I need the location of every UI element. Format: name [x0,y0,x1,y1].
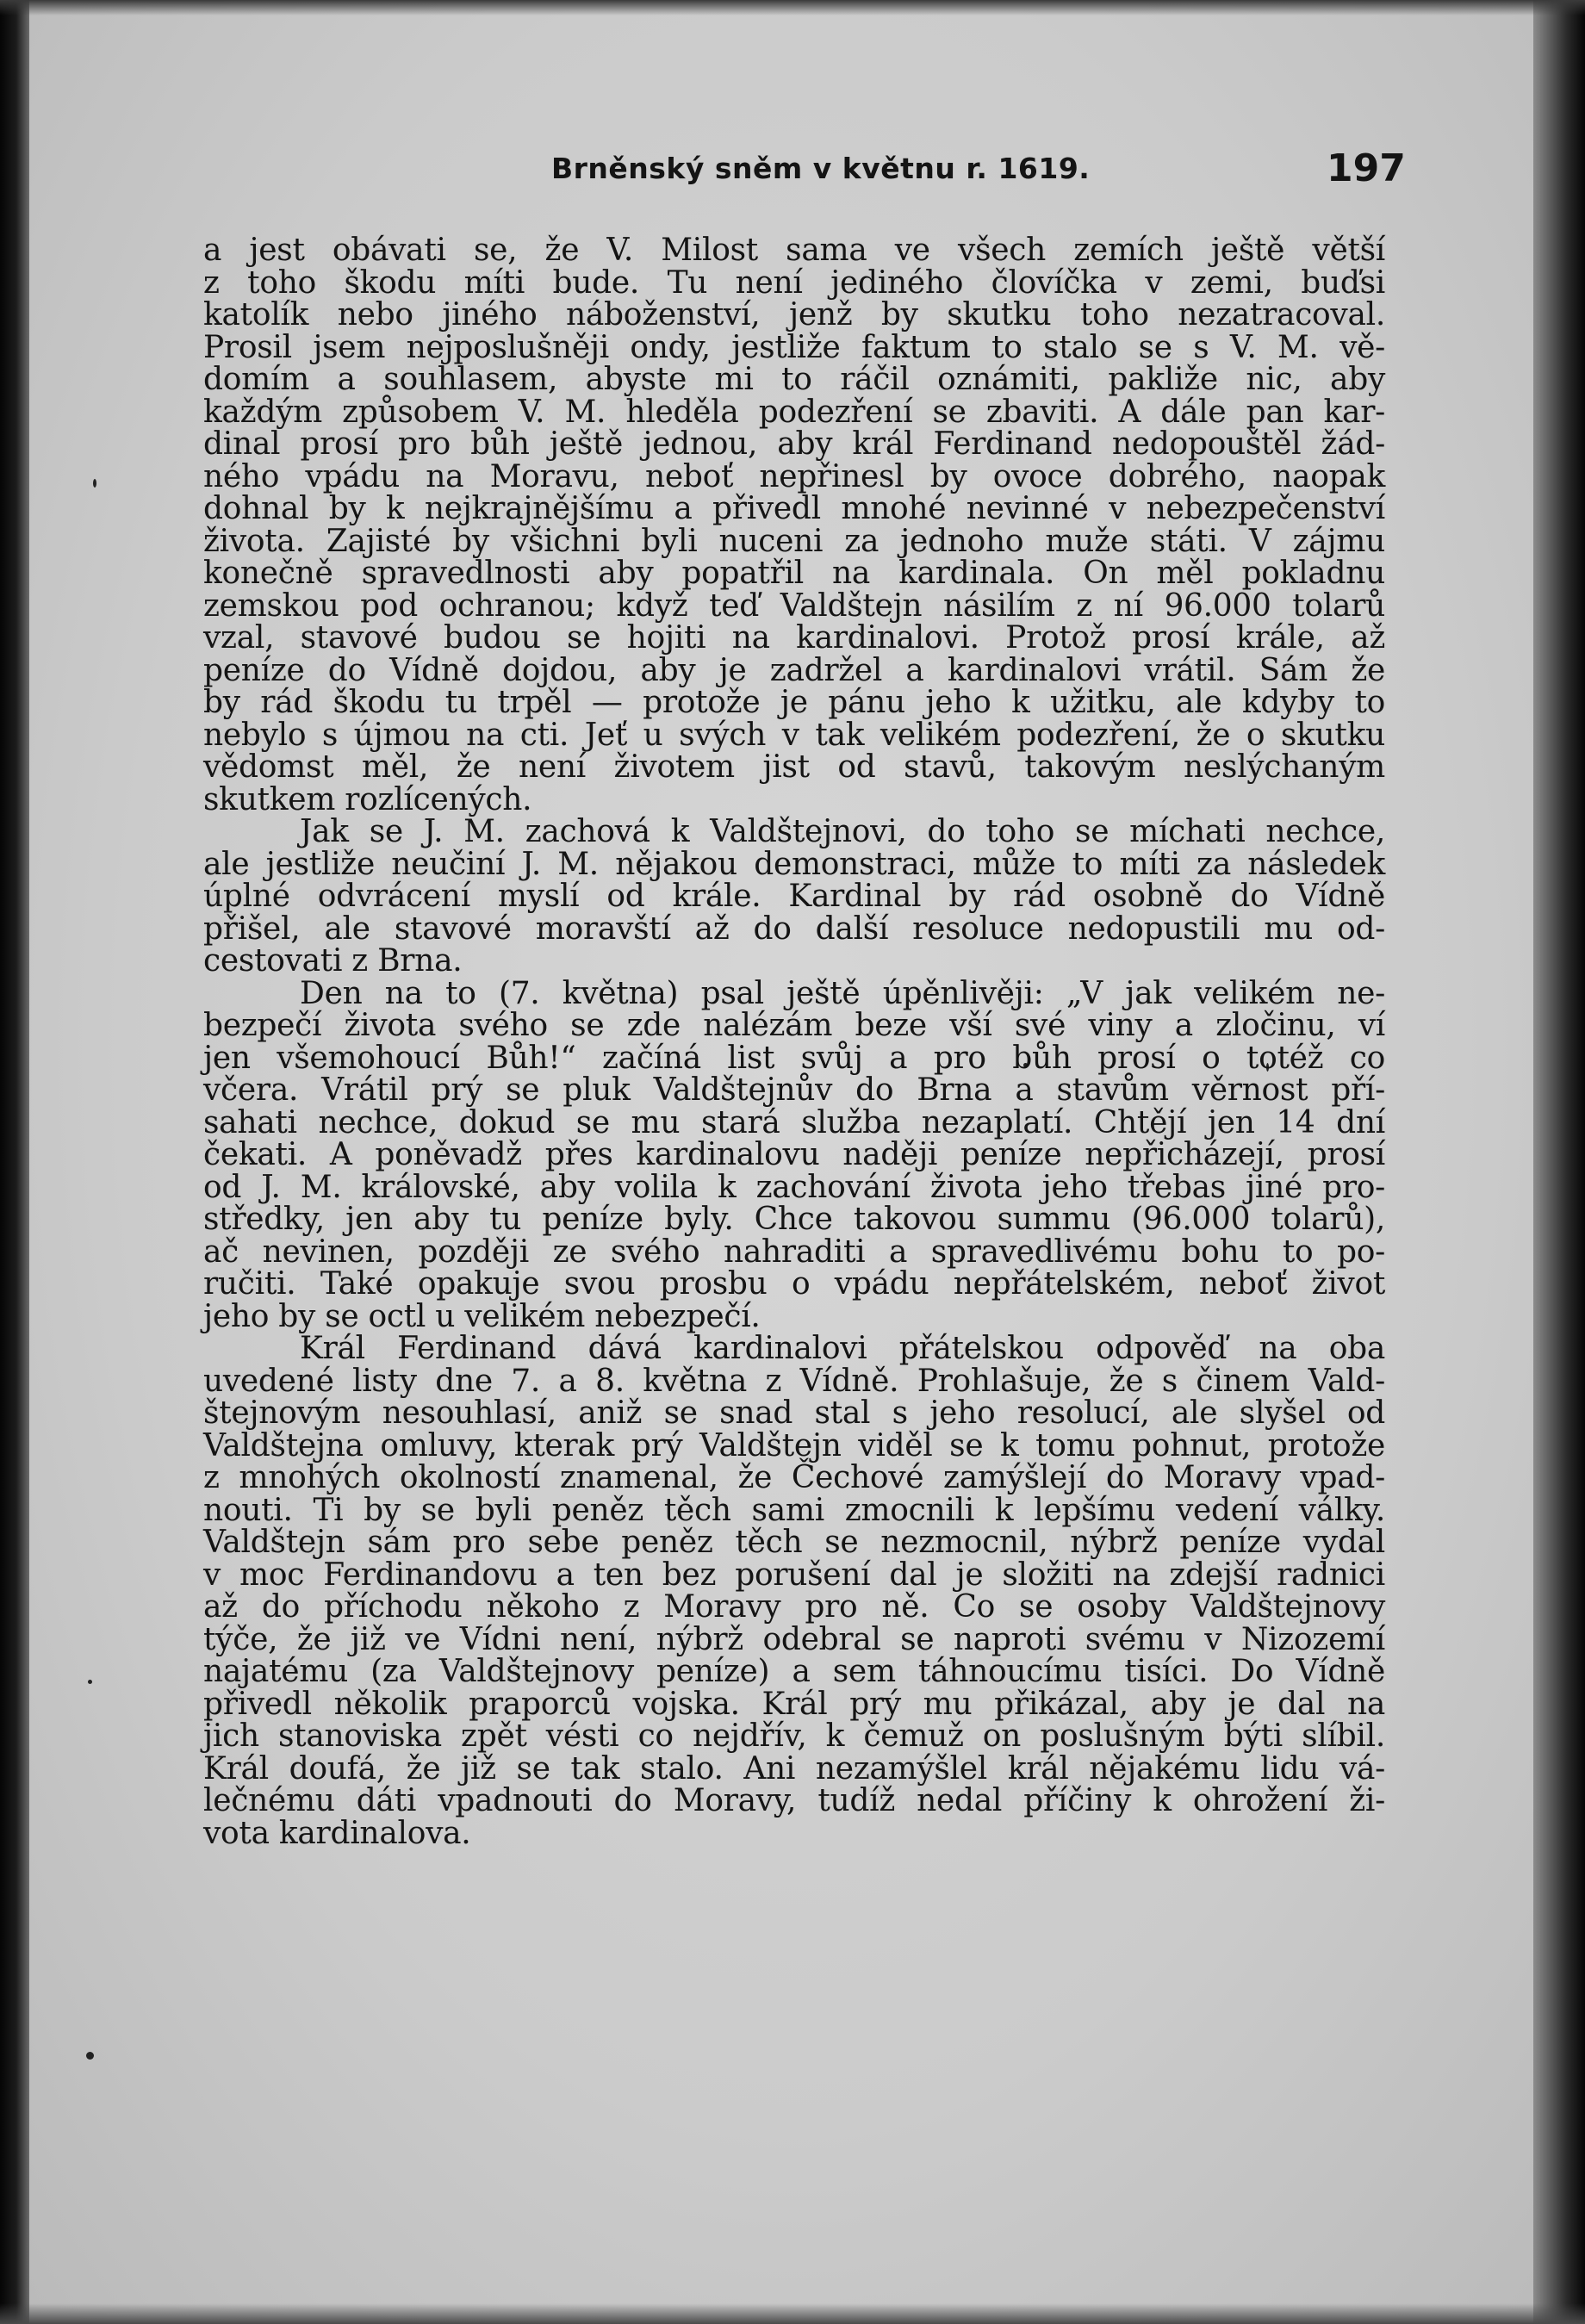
text-line: štejnovým nesouhlasí, aniž se snad stal s jeho resolucí, ale slyšel od [203,1395,1385,1431]
text-line: vědomst měl, že není životem jist od stavů, takovým neslýchaným [203,749,1385,785]
text-line: jich stanoviska zpět vésti co nejdřív, k čemuž on poslušným býti slíbil. [203,1718,1385,1754]
text-line: přivedl několik praporců vojska. Král prý mu přikázal, aby je dal na [203,1686,1385,1722]
text-line: bezpečí života svého se zde nalézám beze vší své viny a zločinu, ví [203,1008,1385,1043]
text-line: dinal prosí pro bůh ještě jednou, aby král Ferdinand nedopouštěl žád- [203,426,1385,462]
text-line: čekati. A poněvadž přes kardinalovu naději peníze nepřicházejí, prosí [203,1137,1385,1172]
text-line: Jak se J. M. zachová k Valdštejnovi, do toho se míchati nechce, [300,814,1385,849]
text-line: a jest obávati se, že V. Milost sama ve všech zemích ještě větší [203,233,1385,268]
text-line: domím a souhlasem, abyste mi to ráčil oznámiti, pakliže nic, aby [203,362,1385,397]
text-line: každým způsobem V. M. hleděla podezření se zbaviti. A dále pan kar- [203,394,1385,430]
text-line: jen všemohoucí Bůh!“ začíná list svůj a pro bůh prosí o totéž co [203,1040,1385,1076]
text-line: až do příchodu někoho z Moravy pro ně. Co se osoby Valdštejnovy [203,1589,1385,1625]
scan-edge-bottom [0,2303,1585,2324]
text-line: nebylo s újmou na cti. Jeť u svých v tak velikém podezření, že o skutku [203,717,1385,753]
print-speck [88,1680,92,1684]
text-line: vzal, stavové budou se hojiti na kardinalovi. Protož prosí krále, až [203,620,1385,656]
text-line: Den na to (7. května) psal ještě úpěnlivěji: „V jak velikém ne- [300,975,1385,1011]
text-line: najatému (za Valdštejnovy peníze) a sem táhnoucímu tisíci. Do Vídně [203,1654,1385,1689]
page-number: 197 [1327,146,1406,190]
running-title: Brněnský sněm v květnu r. 1619. [551,152,1091,185]
print-speck [86,2052,94,2060]
text-line: nouti. Ti by se byli peněz těch sami zmocnili k lepšímu vedení války. [203,1492,1385,1528]
print-speck [93,479,96,488]
text-line: sahati nechce, dokud se mu stará služba nezaplatí. Chtějí jen 14 dní [203,1104,1385,1140]
text-line: Valdštejn sám pro sebe peněz těch se nezmocnil, nýbrž peníze vydal [203,1525,1385,1560]
text-line: uvedené listy dne 7. a 8. května z Vídně. Prohlašuje, že s činem Vald- [203,1363,1385,1399]
body-text [203,234,1385,1849]
text-line: v moc Ferdinandovu a ten bez porušení dal je složiti na zdejší radnici [203,1557,1385,1593]
text-line: z toho škodu míti bude. Tu není jediného človíčka v zemi, buďsi [203,264,1385,301]
scan-edge-top [0,0,1585,16]
text-line: týče, že již ve Vídni není, nýbrž odebral se naproti svému v Nizozemí [203,1621,1385,1657]
text-line: katolík nebo jiného náboženství, jenž by skutku toho nezatracoval. [203,297,1385,332]
text-line: dohnal by k nejkrajnějšímu a přivedl mnohé nevinné v nebezpečenství [203,491,1385,526]
text-line: života. Zajisté by všichni byli nuceni za jednoho muže státi. V zájmu [203,523,1385,559]
text-line: cestovati z Brna. [203,943,463,979]
text-line: lečnému dáti vpadnouti do Moravy, tudíž nedal příčiny k ohrožení ži- [203,1783,1385,1818]
text-line: včera. Vrátil prý se pluk Valdštejnův do Brna a stavům věrnost pří- [203,1072,1385,1108]
text-line: ač nevinen, později ze svého nahraditi a spravedlivému bohu to po- [203,1233,1385,1270]
text-line: skutkem rozlícených. [203,781,532,817]
scan-edge-left [0,0,29,2324]
text-line: úplné odvrácení myslí od krále. Kardinal by rád osobně do Vídně [203,879,1385,914]
scan-edge-right [1533,0,1585,2324]
text-line: z mnohých okolností znamenal, že Čechové zamýšlejí do Moravy vpad- [203,1460,1385,1495]
text-line: ale jestliže neučiní J. M. nějakou demonstraci, může to míti za následek [203,846,1385,882]
text-line: ručiti. Také opakuje svou prosbu o vpádu nepřátelském, neboť život [203,1266,1385,1302]
text-line: konečně spravedlnosti aby popatřil na kardinala. On měl pokladnu [203,556,1385,591]
running-head [0,146,1585,198]
text-line: zemskou pod ochranou; když teď Valdštejn násilím z ní 96.000 tolarů [203,587,1385,624]
text-line: od J. M. královské, aby volila k zachování života jeho třebas jiné pro- [203,1169,1385,1205]
text-line: ného vpádu na Moravu, neboť nepřinesl by ovoce dobrého, naopak [203,458,1385,494]
text-line: jeho by se octl u velikém nebezpečí. [203,1298,761,1334]
text-line: vota kardinalova. [203,1815,471,1851]
text-line: přišel, ale stavové moravští až do další resoluce nedopustili mu od- [203,910,1385,947]
text-line: peníze do Vídně dojdou, aby je zadržel a kardinalovi vrátil. Sám že [203,652,1385,688]
text-line: Prosil jsem nejposlušněji ondy, jestliže faktum to stalo se s V. M. vě- [203,329,1385,365]
text-line: by rád škodu tu trpěl — protože je pánu jeho k užitku, ale kdyby to [203,685,1385,720]
text-line: Král doufá, že již se tak stalo. Ani nezamýšlel král nějakému lidu vá- [203,1750,1385,1786]
text-line: Valdštejna omluvy, kterak prý Valdštejn viděl se k tomu pohnut, protože [203,1427,1385,1463]
text-line: středky, jen aby tu peníze byly. Chce takovou summu (96.000 tolarů), [203,1202,1385,1237]
text-line: Král Ferdinand dává kardinalovi přátelskou odpověď na oba [300,1331,1385,1366]
